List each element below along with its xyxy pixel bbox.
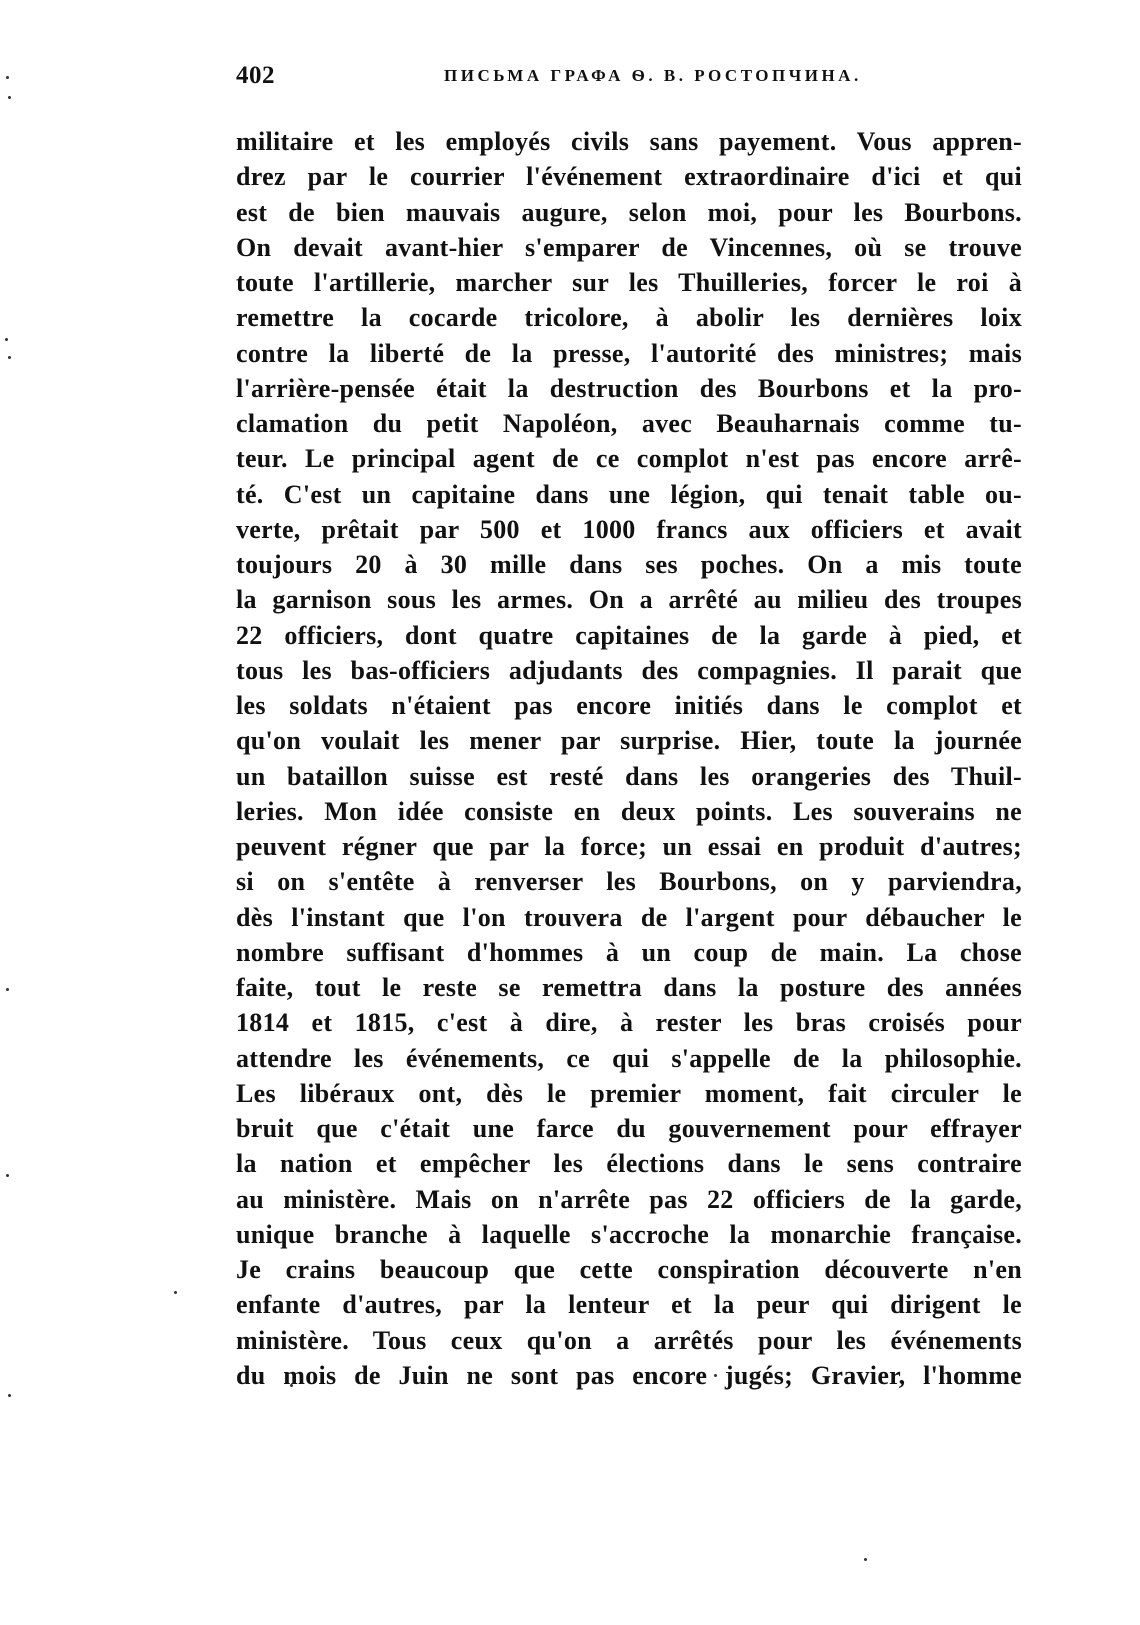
margin-speck <box>8 96 11 99</box>
running-head: ПИСЬМА ГРАФА Ѳ. В. РОСТОПЧИНА. <box>444 66 862 85</box>
margin-speck <box>174 1291 177 1294</box>
text-line: Les libéraux ont, dès le premier moment, fait circuler le <box>236 1078 1022 1108</box>
text-line: verte, prêtait par 500 et 1000 francs aux officiers et avait <box>236 514 1022 544</box>
text-line: clamation du petit Napoléon, avec Beauharnais comme tu- <box>236 409 1022 438</box>
text-line: remettre la cocarde tricolore, à abolir les dernières loix <box>236 303 1022 333</box>
margin-speck <box>8 1394 11 1397</box>
text-line: tous les bas-officiers adjudants des compagnies. Il parait que <box>236 655 1022 685</box>
text-line: attendre les événements, ce qui s'appelle de la philosophie. <box>236 1043 1022 1073</box>
margin-speck <box>6 988 9 991</box>
text-line: la nation et empêcher les élections dans le sens contraire <box>236 1149 1022 1179</box>
text-line: les soldats n'étaient pas encore initiés dans le complot et <box>236 691 1022 720</box>
margin-speck <box>6 76 9 79</box>
text-line: Je crains beaucoup que cette conspiration découverte n'en <box>236 1255 1022 1284</box>
body-text <box>236 124 1022 1393</box>
margin-speck <box>864 1558 867 1561</box>
text-line: teur. Le principal agent de ce complot n'est pas encore arrê- <box>236 444 1022 474</box>
text-line: leries. Mon idée consiste en deux points. Les souverains ne <box>236 796 1022 826</box>
text-line: peuvent régner que par la force; un essai en produit d'autres; <box>236 832 1022 861</box>
text-line: toute l'artillerie, marcher sur les Thuilleries, forcer le roi à <box>236 268 1022 297</box>
text-line: du mois de Juin ne sont pas encore jugés; Gravier, l'homme <box>236 1360 1022 1390</box>
page-header <box>236 54 1022 94</box>
text-line: 1814 et 1815, c'est à dire, à rester les bras croisés pour <box>236 1008 1022 1038</box>
text-line: enfante d'autres, par la lenteur et la peur qui dirigent le <box>236 1290 1022 1320</box>
text-line: toujours 20 à 30 mille dans ses poches. On a mis toute <box>236 550 1022 579</box>
text-line: contre la liberté de la presse, l'autorité des ministres; mais <box>236 338 1022 368</box>
page-number: 402 <box>236 62 275 89</box>
text-line: l'arrière-pensée était la destruction des Bourbons et la pro- <box>236 373 1022 403</box>
text-line: nombre suffisant d'hommes à un coup de main. La chose <box>236 937 1022 967</box>
text-line: est de bien mauvais augure, selon moi, pour les Bourbons. <box>236 197 1022 227</box>
text-line: bruit que c'était une farce du gouvernement pour effrayer <box>236 1114 1022 1143</box>
text-line: qu'on voulait les mener par surprise. Hier, toute la journée <box>236 726 1022 756</box>
text-line: unique branche à laquelle s'accroche la monarchie française. <box>236 1219 1022 1249</box>
text-line: té. C'est un capitaine dans une légion, qui tenait table ou- <box>236 479 1022 509</box>
text-line: au ministère. Mais on n'arrête pas 22 officiers de la garde, <box>236 1184 1022 1214</box>
margin-speck <box>8 356 11 359</box>
text-line: si on s'entête à renverser les Bourbons, on y parviendra, <box>236 867 1022 897</box>
text-line: la garnison sous les armes. On a arrêté au milieu des troupes <box>236 585 1022 615</box>
text-line: faite, tout le reste se remettra dans la posture des années <box>236 973 1022 1002</box>
margin-speck <box>5 338 8 341</box>
margin-speck <box>6 1174 9 1177</box>
text-line: 22 officiers, dont quatre capitaines de la garde à pied, et <box>236 620 1022 650</box>
text-line: On devait avant-hier s'emparer de Vincennes, où se trouve <box>236 232 1022 262</box>
text-line: drez par le courrier l'événement extraordinaire d'ici et qui <box>236 162 1022 192</box>
text-line: ministère. Tous ceux qu'on a arrêtés pour les événements <box>236 1325 1022 1355</box>
text-line: militaire et les employés civils sans payement. Vous appren- <box>236 127 1022 156</box>
text-line: un bataillon suisse est resté dans les orangeries des Thuil- <box>236 761 1022 791</box>
text-line: dès l'instant que l'on trouvera de l'argent pour débaucher le <box>236 902 1022 932</box>
